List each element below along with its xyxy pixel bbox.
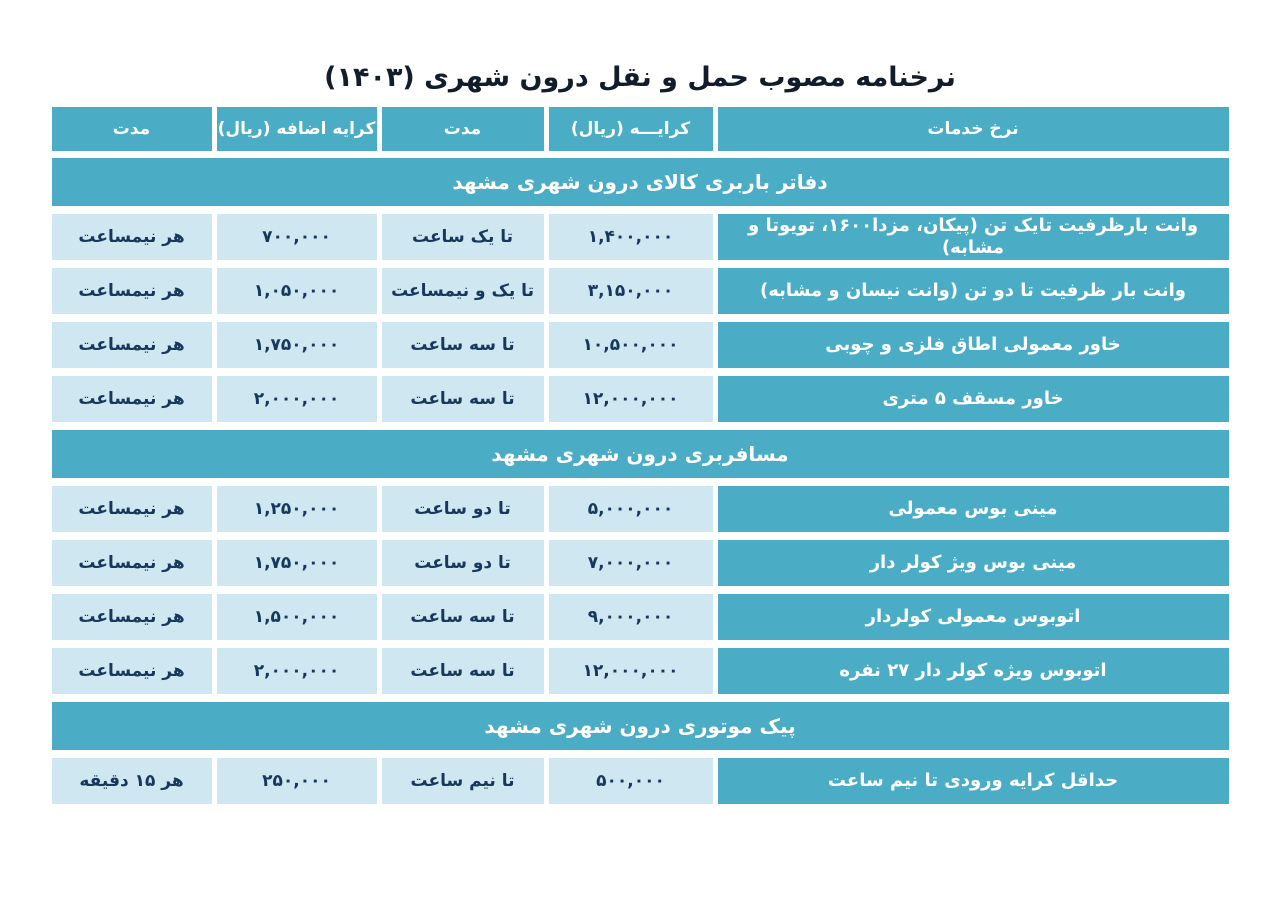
extra-fare-value: ۲۵۰,۰۰۰	[217, 758, 377, 804]
duration-value: تا دو ساعت	[382, 486, 544, 532]
header-service: نرخ خدمات	[718, 107, 1229, 151]
service-label: خاور مسقف ۵ متری	[718, 376, 1229, 422]
duration-value: تا یک و نیمساعت	[382, 268, 544, 314]
extra-duration-value: هر نیمساعت	[52, 376, 212, 422]
table-row	[52, 268, 1229, 314]
service-label: مینی بوس ویژ کولر دار	[718, 540, 1229, 586]
fare-value: ۹,۰۰۰,۰۰۰	[549, 594, 713, 640]
header-extra-fare: کرایه اضافه (ریال)	[217, 107, 377, 151]
service-label: اتوبوس ویژه کولر دار ۲۷ نفره	[718, 648, 1229, 694]
page-title: نرخنامه مصوب حمل و نقل درون شهری (۱۴۰۳)	[324, 62, 956, 93]
table-row	[52, 758, 1229, 804]
fare-value: ۱,۴۰۰,۰۰۰	[549, 214, 713, 260]
table-row	[52, 214, 1229, 260]
fare-value: ۱۲,۰۰۰,۰۰۰	[549, 648, 713, 694]
table-row	[52, 376, 1229, 422]
duration-value: تا سه ساعت	[382, 648, 544, 694]
extra-duration-value: هر نیمساعت	[52, 540, 212, 586]
header-duration: مدت	[382, 107, 544, 151]
extra-fare-value: ۲,۰۰۰,۰۰۰	[217, 648, 377, 694]
fare-value: ۳,۱۵۰,۰۰۰	[549, 268, 713, 314]
fare-value: ۷,۰۰۰,۰۰۰	[549, 540, 713, 586]
duration-value: تا نیم ساعت	[382, 758, 544, 804]
section-title-courier: پیک موتوری درون شهری مشهد	[52, 702, 1229, 750]
extra-duration-value: هر نیمساعت	[52, 214, 212, 260]
duration-value: تا دو ساعت	[382, 540, 544, 586]
section-title-freight: دفاتر باربری کالای درون شهری مشهد	[52, 158, 1229, 206]
fare-value: ۵,۰۰۰,۰۰۰	[549, 486, 713, 532]
extra-fare-value: ۲,۰۰۰,۰۰۰	[217, 376, 377, 422]
extra-duration-value: هر نیمساعت	[52, 648, 212, 694]
service-label: مینی بوس معمولی	[718, 486, 1229, 532]
table-row	[52, 486, 1229, 532]
fare-value: ۱۲,۰۰۰,۰۰۰	[549, 376, 713, 422]
extra-duration-value: هر نیمساعت	[52, 486, 212, 532]
service-label: وانت بار ظرفیت تا دو تن (وانت نیسان و مشابه)	[718, 268, 1229, 314]
table-row	[52, 594, 1229, 640]
service-label: اتوبوس معمولی کولردار	[718, 594, 1229, 640]
duration-value: تا سه ساعت	[382, 594, 544, 640]
service-label: حداقل کرایه ورودی تا نیم ساعت	[718, 758, 1229, 804]
header-fare: کرایـــه (ریال)	[549, 107, 713, 151]
extra-fare-value: ۱,۲۵۰,۰۰۰	[217, 486, 377, 532]
extra-fare-value: ۱,۵۰۰,۰۰۰	[217, 594, 377, 640]
section-title-passenger: مسافربری درون شهری مشهد	[52, 430, 1229, 478]
service-label: خاور معمولی اطاق فلزی و چوبی	[718, 322, 1229, 368]
duration-value: تا سه ساعت	[382, 376, 544, 422]
extra-fare-value: ۱,۷۵۰,۰۰۰	[217, 322, 377, 368]
extra-fare-value: ۷۰۰,۰۰۰	[217, 214, 377, 260]
fare-value: ۵۰۰,۰۰۰	[549, 758, 713, 804]
duration-value: تا سه ساعت	[382, 322, 544, 368]
duration-value: تا یک ساعت	[382, 214, 544, 260]
header-extra-duration: مدت	[52, 107, 212, 151]
table-row	[52, 648, 1229, 694]
fare-value: ۱۰,۵۰۰,۰۰۰	[549, 322, 713, 368]
extra-duration-value: هر نیمساعت	[52, 268, 212, 314]
table-row	[52, 540, 1229, 586]
table-header-row	[52, 107, 1229, 151]
service-label: وانت بارظرفیت تایک تن (پیکان، مزدا۱۶۰۰، تویوتا و مشابه)	[718, 214, 1229, 260]
extra-duration-value: هر ۱۵ دقیقه	[52, 758, 212, 804]
tariff-table	[52, 107, 1229, 804]
extra-fare-value: ۱,۰۵۰,۰۰۰	[217, 268, 377, 314]
extra-duration-value: هر نیمساعت	[52, 322, 212, 368]
extra-fare-value: ۱,۷۵۰,۰۰۰	[217, 540, 377, 586]
table-row	[52, 322, 1229, 368]
extra-duration-value: هر نیمساعت	[52, 594, 212, 640]
